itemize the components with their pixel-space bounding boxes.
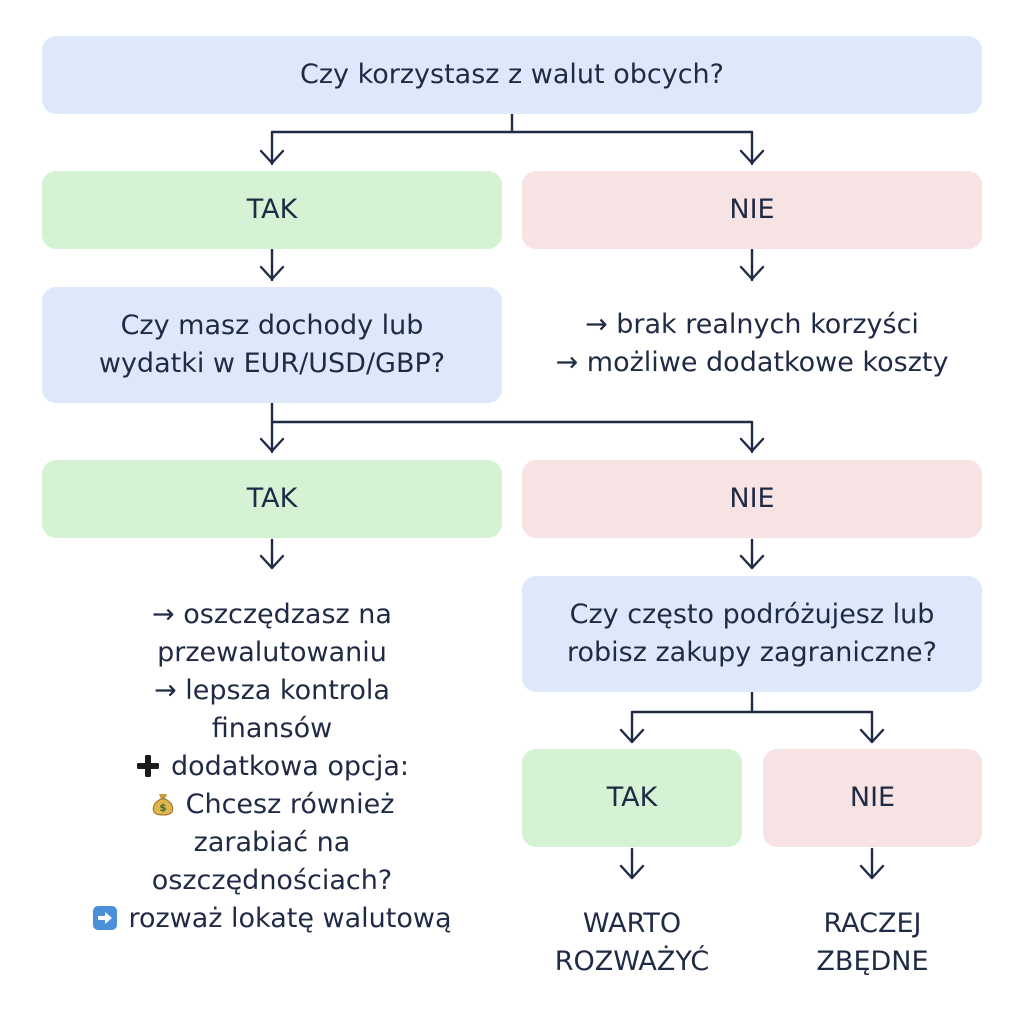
q2-no-label: NIE xyxy=(729,483,775,514)
question-1-box xyxy=(42,36,982,114)
q2-yes-outcome-line-3: → lepsza kontrola xyxy=(154,675,390,706)
q1-yes-label: TAK xyxy=(246,194,298,225)
q2-yes-outcome-row-5 xyxy=(42,748,502,786)
q3-yes-outcome-line-1: WARTO xyxy=(582,908,682,939)
q2-yes-outcome-line-1: → oszczędzasz na xyxy=(152,599,392,630)
q2-yes-outcome-row-6 xyxy=(42,786,502,824)
q2-yes-box xyxy=(42,460,502,538)
q2-yes-outcome-line-4: finansów xyxy=(211,713,333,744)
q2-no-box xyxy=(522,460,982,538)
right-arrow-icon xyxy=(92,905,118,931)
q2-yes-outcome-row-9 xyxy=(42,900,502,938)
q3-yes-outcome-line-2: ROZWAŻYĆ xyxy=(554,946,710,977)
q3-yes-box xyxy=(522,749,742,847)
q3-no-outcome-line-2: ZBĘDNE xyxy=(816,946,929,977)
connector-q1-split xyxy=(272,114,752,164)
question-1-text: Czy korzystasz z walut obcych? xyxy=(300,59,724,90)
q2-yes-outcome-line-7: zarabiać na xyxy=(193,827,351,858)
q1-no-label: NIE xyxy=(729,194,775,225)
q2-yes-outcome-line-8: oszczędnościach? xyxy=(151,865,393,896)
q2-yes-outcome-line-9: rozważ lokatę walutową xyxy=(128,903,452,934)
question-3-box xyxy=(522,576,982,692)
q2-yes-outcome-line-2: przewalutowaniu xyxy=(157,637,387,668)
q1-no-outcome-line-2: → możliwe dodatkowe koszty xyxy=(555,347,949,378)
q2-yes-outcome-line-6: Chcesz również xyxy=(185,789,395,820)
q2-yes-outcome-line-5: dodatkowa opcja: xyxy=(171,751,409,782)
question-2-box xyxy=(42,287,502,403)
q1-yes-box xyxy=(42,171,502,249)
question-2-line-1: Czy masz dochody lub xyxy=(120,310,424,341)
q3-no-outcome-line-1: RACZEJ xyxy=(823,908,922,939)
q3-no-outcome xyxy=(763,905,982,981)
connector-q2-split xyxy=(272,403,752,452)
q3-no-box xyxy=(763,749,982,847)
q3-yes-outcome xyxy=(522,905,742,981)
q2-yes-label: TAK xyxy=(246,483,298,514)
question-2-line-2: wydatki w EUR/USD/GBP? xyxy=(98,348,446,379)
question-3-line-2: robisz zakupy zagraniczne? xyxy=(566,637,937,668)
q3-yes-label: TAK xyxy=(606,782,658,813)
q2-yes-outcome xyxy=(42,596,502,938)
q1-no-outcome xyxy=(522,306,982,382)
q1-no-box xyxy=(522,171,982,249)
connector-q3-split xyxy=(632,692,872,742)
svg-text:$: $ xyxy=(159,803,167,814)
q1-no-outcome-line-1: → brak realnych korzyści xyxy=(585,309,919,340)
heavy-plus-icon xyxy=(135,753,161,779)
money-bag-icon xyxy=(150,791,176,817)
question-3-line-1: Czy często podróżujesz lub xyxy=(569,599,935,630)
q3-no-label: NIE xyxy=(849,782,896,813)
